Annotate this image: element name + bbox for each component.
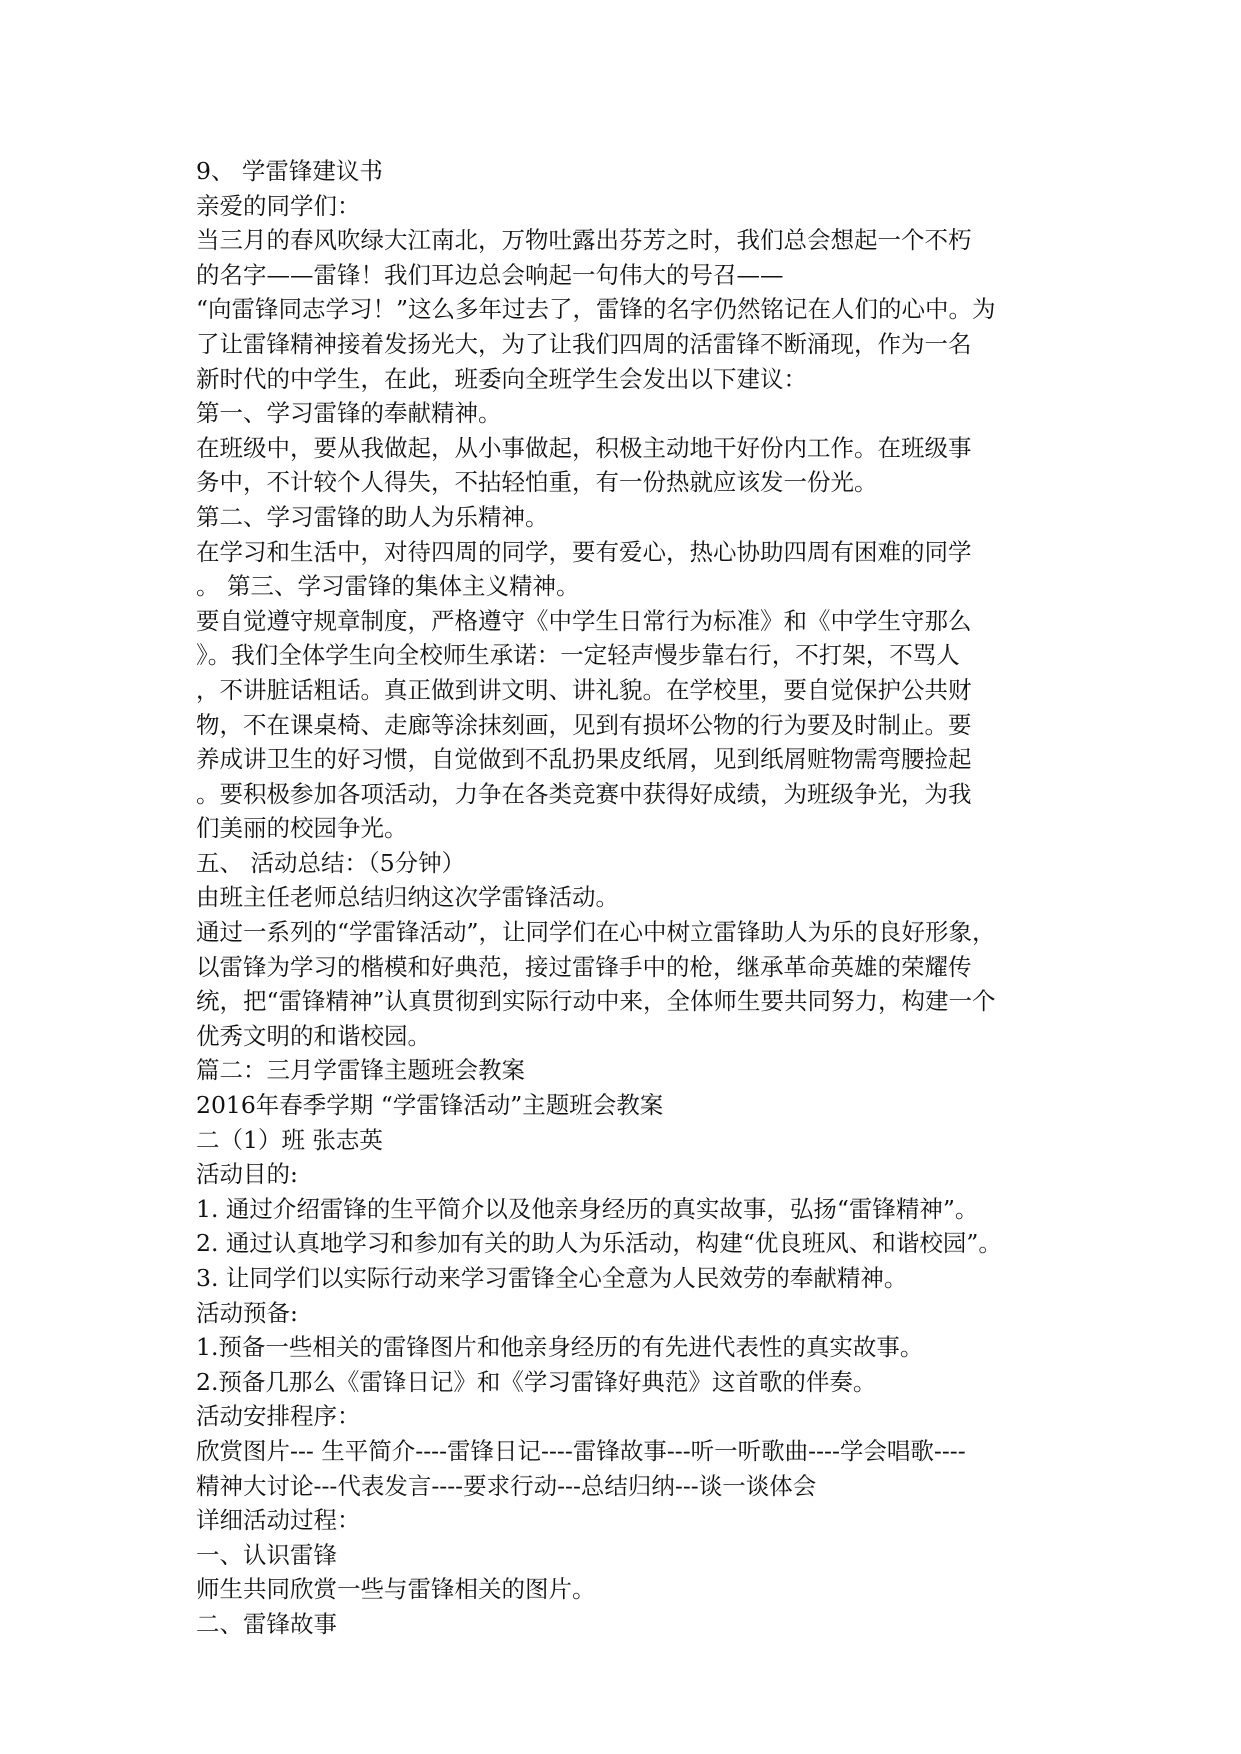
text-line: 。 第三、学习雷锋的集体主义精神。 xyxy=(196,572,580,601)
text-line: 3. 让同学们以实际行动来学习雷锋全心全意为人民效劳的奉献精神。 xyxy=(196,1264,908,1292)
text-line: 新时代的中学生，在此，班委向全班学生会发出以下建议： xyxy=(196,364,807,393)
text-line: 篇二：三月学雷锋主题班会教案 xyxy=(196,1056,525,1085)
text-line: 1.预备一些相关的雷锋图片和他亲身经历的有先进代表性的真实故事。 xyxy=(196,1333,924,1362)
text-line: 活动安排程序： xyxy=(196,1402,361,1431)
text-line: 活动预备: xyxy=(196,1298,298,1327)
text-line: 物，不在课桌椅、走廊等涂抹刻画，见到有损坏公物的行为要及时制止。要 xyxy=(196,710,972,739)
text-line: 2. 通过认真地学习和参加有关的助人为乐活动，构建“优良班风、和谐校园”。 xyxy=(196,1229,1002,1258)
document-page xyxy=(196,154,1076,1642)
text-line: 9、 学雷锋建议书 xyxy=(196,157,383,185)
text-line: 欣赏图片--- 生平简介----雷锋日记----雷锋故事---听一听歌曲----学会唱歌---- xyxy=(196,1436,966,1465)
text-line: 第一、学习雷锋的奉献精神。 xyxy=(196,399,502,428)
text-line: 务中，不计较个人得失，不拈轻怕重，有一份热就应该发一份光。 xyxy=(196,468,878,497)
text-line: 亲爱的同学们： xyxy=(196,191,361,220)
text-line: 优秀文明的和谐校园。 xyxy=(196,1021,431,1050)
text-line: 由班主任老师总结归纳这次学雷锋活动。 xyxy=(196,883,619,912)
text-line: 第二、学习雷锋的助人为乐精神。 xyxy=(196,502,549,531)
text-line: 要自觉遵守规章制度，严格遵守《中学生日常行为标准》和《中学生守那么 xyxy=(196,606,972,635)
text-line: 在学习和生活中，对待四周的同学，要有爱心，热心协助四周有困难的同学 xyxy=(196,537,972,566)
text-line: 当三月的春风吹绿大江南北，万物吐露出芬芳之时，我们总会想起一个不朽 xyxy=(196,226,972,255)
text-line: 师生共同欣赏一些与雷锋相关的图片。 xyxy=(196,1575,596,1604)
text-line: 二（1）班 张志英 xyxy=(196,1125,383,1154)
text-line: 1. 通过介绍雷锋的生平简介以及他亲身经历的真实故事，弘扬“雷锋精神”。 xyxy=(196,1194,979,1223)
text-line: ，不讲脏话粗话。真正做到讲文明、讲礼貌。在学校里，要自觉保护公共财 xyxy=(196,675,972,704)
text-line: 精神大讨论---代表发言----要求行动---总结归纳---谈一谈体会 xyxy=(196,1471,817,1500)
text-line: 了让雷锋精神接着发扬光大，为了让我们四周的活雷锋不断涌现，作为一名 xyxy=(196,329,972,358)
text-line: 二、雷锋故事 xyxy=(196,1609,337,1638)
text-line: 以雷锋为学习的楷模和好典范，接过雷锋手中的枪，继承革命英雄的荣耀传 xyxy=(196,952,972,981)
text-line: 》。我们全体学生向全校师生承诺：一定轻声慢步靠右行，不打架，不骂人 xyxy=(196,641,960,670)
text-line: “向雷锋同志学习！”这么多年过去了，雷锋的名字仍然铭记在人们的心中。为 xyxy=(196,295,996,324)
text-line: 们美丽的校园争光。 xyxy=(196,814,408,843)
text-line: 在班级中，要从我做起，从小事做起，积极主动地干好份内工作。在班级事 xyxy=(196,433,972,462)
text-line: 活动目的: xyxy=(196,1160,298,1189)
text-line: 养成讲卫生的好习惯，自觉做到不乱扔果皮纸屑，见到纸屑赃物需弯腰捡起 xyxy=(196,745,972,774)
text-line: 2016年春季学期 “学雷锋活动”主题班会教案 xyxy=(196,1091,664,1120)
text-line: 的名字——雷锋！我们耳边总会响起一句伟大的号召—— xyxy=(196,260,784,289)
text-line: 五、 活动总结：（5分钟） xyxy=(196,848,466,877)
text-line: 通过一系列的“学雷锋活动”，让同学们在心中树立雷锋助人为乐的良好形象， xyxy=(196,918,996,947)
text-line: 。要积极参加各项活动，力争在各类竞赛中获得好成绩，为班级争光，为我 xyxy=(196,779,972,808)
text-line: 统，把“雷锋精神”认真贯彻到实际行动中来，全体师生要共同努力，构建一个 xyxy=(196,987,996,1016)
text-line: 详细活动过程： xyxy=(196,1506,361,1535)
text-line: 2.预备几那么《雷锋日记》和《学习雷锋好典范》这首歌的伴奏。 xyxy=(196,1367,877,1396)
text-line: 一、认识雷锋 xyxy=(196,1540,337,1569)
